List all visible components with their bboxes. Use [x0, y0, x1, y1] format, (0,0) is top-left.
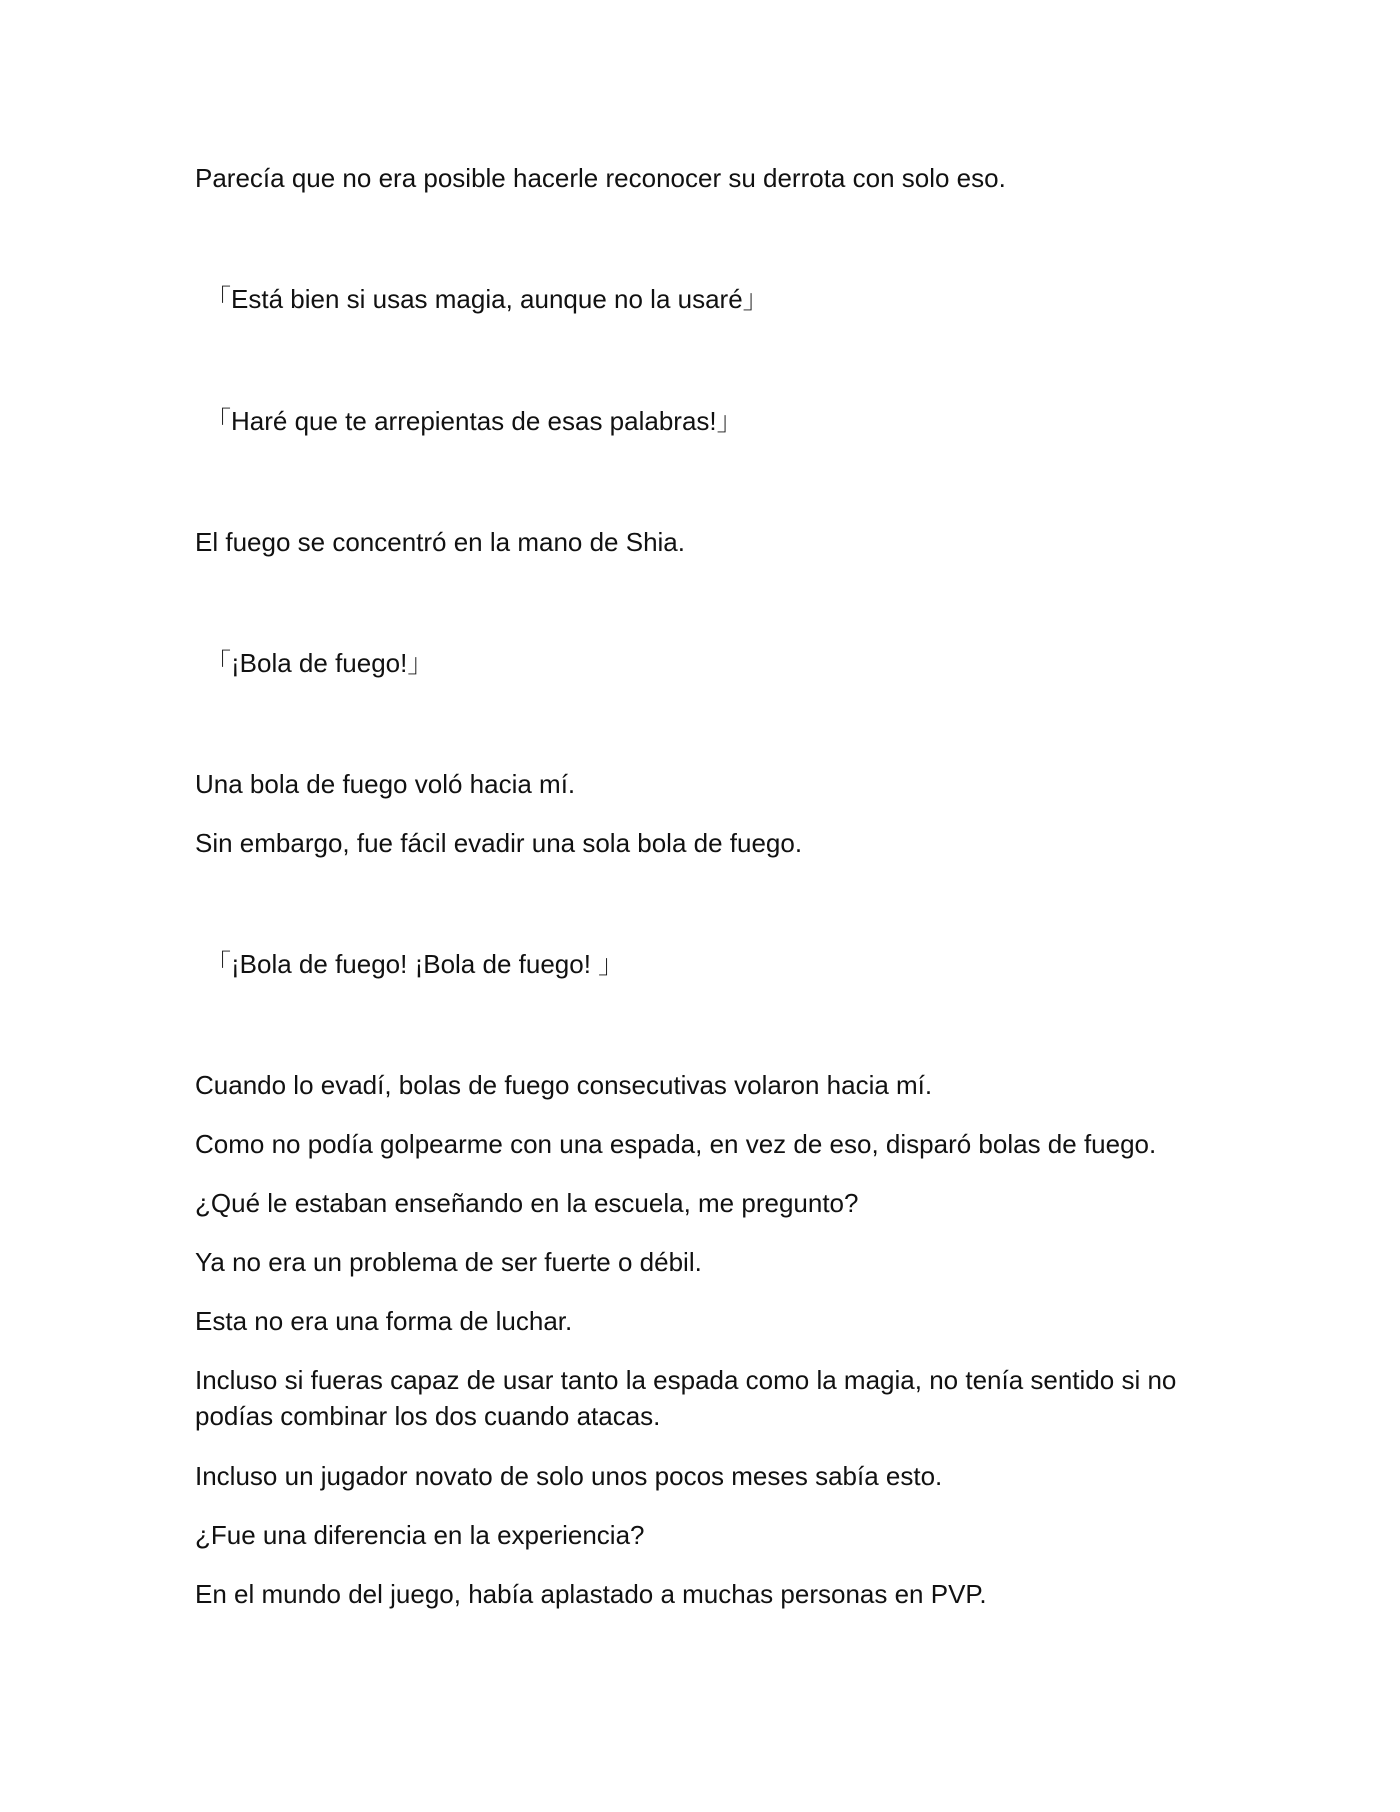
paragraph: Como no podía golpearme con una espada, en vez de eso, disparó bolas de fuego. [195, 1129, 1157, 1159]
dialogue-line: 「¡Bola de fuego!」 [205, 648, 434, 678]
paragraph: Incluso si fueras capaz de usar tanto la espada como la magia, no tenía sentido si no podías combinar los dos cuando atacas. [195, 1365, 1177, 1431]
paragraph: El fuego se concentró en la mano de Shia. [195, 527, 685, 557]
paragraph: ¿Fue una diferencia en la experiencia? [195, 1520, 645, 1550]
paragraph: Incluso un jugador novato de solo unos pocos meses sabía esto. [195, 1461, 943, 1491]
paragraph: Una bola de fuego voló hacia mí. [195, 769, 576, 799]
paragraph: Sin embargo, fue fácil evadir una sola bola de fuego. [195, 828, 803, 858]
paragraph: Ya no era un problema de ser fuerte o débil. [195, 1247, 702, 1277]
dialogue-line: 「¡Bola de fuego! ¡Bola de fuego! 」 [205, 949, 625, 979]
paragraph: En el mundo del juego, había aplastado a muchas personas en PVP. [195, 1579, 987, 1609]
dialogue-line: 「Está bien si usas magia, aunque no la usaré」 [205, 284, 769, 314]
paragraph: Parecía que no era posible hacerle reconocer su derrota con solo eso. [195, 163, 1006, 193]
paragraph: ¿Qué le estaban enseñando en la escuela, me pregunto? [195, 1188, 859, 1218]
paragraph: Cuando lo evadí, bolas de fuego consecutivas volaron hacia mí. [195, 1070, 933, 1100]
paragraph: Esta no era una forma de luchar. [195, 1306, 573, 1336]
dialogue-line: 「Haré que te arrepientas de esas palabras!」 [205, 406, 743, 436]
